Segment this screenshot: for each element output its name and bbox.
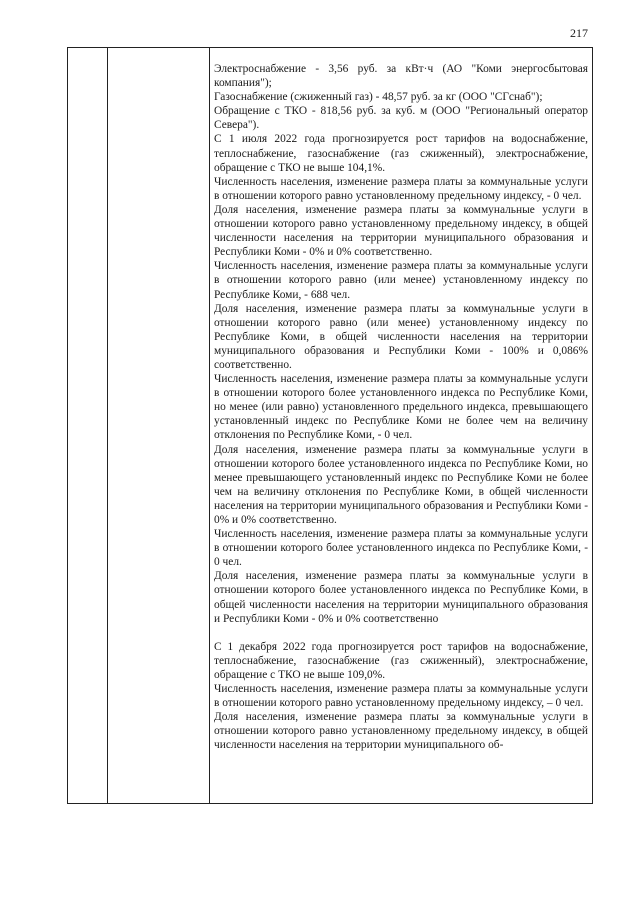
page-number: 217 bbox=[570, 26, 588, 40]
paragraph: Обращение с ТКО - 818,56 руб. за куб. м (ООО "Региональный оператор Севера"). bbox=[214, 105, 588, 132]
document-table bbox=[67, 47, 593, 804]
paragraph: Численность населения, изменение размера платы за коммунальные услуги в отношении которого равно (или менее) установленному индексу по Республике Коми, - 688 чел. bbox=[214, 260, 588, 301]
paragraph: Численность населения, изменение размера платы за коммунальные услуги в отношении которого равно установленному предельному индексу, - 0 чел. bbox=[214, 175, 588, 202]
table-text-cell bbox=[214, 62, 588, 753]
paragraph-spacer bbox=[214, 626, 588, 640]
paragraph: Доля населения, изменение размера платы за коммунальные услуги в отношении которого равно установленному предельному индексу, в общей численности населения на территории муниципального образования и Республики Коми - 0% и 0% соответственно. bbox=[214, 203, 588, 259]
paragraph: Численность населения, изменение размера платы за коммунальные услуги в отношении которого более установленного индекса по Республике Коми, - 0 чел. bbox=[214, 528, 588, 569]
paragraph: С 1 декабря 2022 года прогнозируется рост тарифов на водоснабжение, теплоснабжение, газоснабжение (газ сжиженный), электроснабжение, обращение с ТКО не выше 109,0%. bbox=[214, 640, 588, 681]
paragraph: Доля населения, изменение размера платы за коммунальные услуги в отношении которого равно установленному предельному индексу, в общей численности населения на территории муниципального об- bbox=[214, 711, 588, 752]
paragraph: Доля населения, изменение размера платы за коммунальные услуги в отношении которого равно (или менее) установленному индексу по Республике Коми, в общей численности населения на территории муниципального образования и Республики Коми - 100% и 0,086% соответственно. bbox=[214, 302, 588, 371]
column-divider-1 bbox=[107, 48, 108, 803]
column-divider-2 bbox=[209, 48, 210, 803]
paragraph: Доля населения, изменение размера платы за коммунальные услуги в отношении которого более установленного индекса по Республике Коми, но менее превышающего установленный индекс по Республике Коми не более чем на величину отклонения по Республике Коми, в общей численности населения на территории муниципального образования и Республики Коми - 0% и 0% соответственно. bbox=[214, 443, 588, 526]
paragraph: Доля населения, изменение размера платы за коммунальные услуги в отношении которого более установленного индекса по Республике Коми, в общей численности населения на территории муниципального образования и Республики Коми - 0% и 0% соответственно bbox=[214, 570, 588, 625]
paragraph: Электроснабжение - 3,56 руб. за кВт·ч (АО "Коми энергосбытовая компания"); bbox=[214, 63, 588, 90]
paragraph: С 1 июля 2022 года прогнозируется рост тарифов на водоснабжение, теплоснабжение, газоснабжение (газ сжиженный), электроснабжение, обращение с ТКО не выше 104,1%. bbox=[214, 133, 588, 174]
paragraph: Численность населения, изменение размера платы за коммунальные услуги в отношении которого равно установленному предельному индексу, – 0 чел. bbox=[214, 683, 588, 710]
paragraph: Численность населения, изменение размера платы за коммунальные услуги в отношении которого более установленного индекса по Республике Коми, но менее (или равно) установленного предельного индекса, превышающего установленный индекс по Республике Коми не более чем на величину отклонения по Республике Коми, - 0 чел. bbox=[214, 373, 588, 442]
paragraph: Газоснабжение (сжиженный газ) - 48,57 руб. за кг (ООО "СГснаб"); bbox=[214, 91, 543, 104]
